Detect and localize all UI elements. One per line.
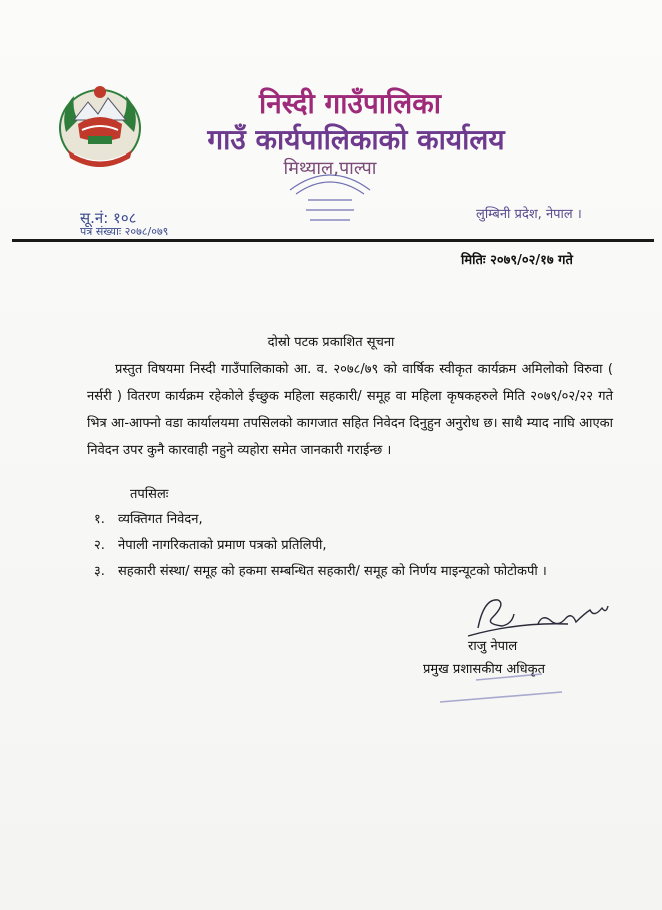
office-stamp bbox=[280, 160, 380, 228]
notice-title: दोस्रो पटक प्रकाशित सूचना bbox=[267, 335, 395, 350]
notice-body-text: प्रस्तुत विषयमा निस्दी गाउँपालिकाको आ. व. २०७८/७९ को वार्षिक स्वीकृत कार्यक्रम अमिलोको विरुवा ( नर्सरी ) वितरण कार्यक्रम रहेकोले ईच्छुक महिला सहकारी/ समूह वा महिला कृषकहरुले मिति २०७९/०२/२२ गते भित्र आ-आफ्नो वडा कार्यालयमा तपसिलको कागजात सहित निवेदन दिनुहुन अनुरोध छ। साथै म्याद नाघि आएका निवेदन उपर कुनै कारवाही नहुने व्यहोरा समेत जानकारी गराईन्छ । bbox=[87, 362, 613, 458]
list-item: २. नेपाली नागरिकताको प्रमाण पत्रको प्रतिलिपी, bbox=[94, 538, 327, 553]
office-location: मिथ्याल,पाल्पा bbox=[283, 158, 377, 179]
office-name: गाउँ कार्यपालिकाको कार्यालय bbox=[207, 123, 505, 156]
org-name: निस्दी गाउँपालिका bbox=[258, 87, 442, 120]
letter-number: पत्र संख्याः २०७८/०७९ bbox=[80, 225, 169, 238]
requirements-list bbox=[94, 507, 547, 585]
header-divider bbox=[12, 239, 654, 242]
notice-date: मितिः २०७९/०२/१७ गते bbox=[461, 253, 573, 268]
signatory-name: राजु नेपाल bbox=[468, 639, 518, 654]
list-item: ३. सहकारी संस्था/ समूह को हकमा सम्बन्धित सहकारी/ समूह को निर्णय माइन्यूटको फोटोकपी । bbox=[94, 564, 547, 579]
list-heading: तपसिलः bbox=[130, 487, 169, 502]
signatory-stamp bbox=[432, 664, 572, 712]
office-address: लुम्बिनी प्रदेश, नेपाल । bbox=[476, 207, 582, 222]
list-item: १. व्यक्तिगत निवेदन, bbox=[94, 512, 203, 527]
reference-number: सू.नं: १०८ bbox=[80, 209, 137, 227]
government-emblem-icon bbox=[52, 80, 148, 172]
notice-body bbox=[87, 356, 613, 464]
signatory-designation: प्रमुख प्रशासकीय अधिकृत bbox=[423, 662, 546, 677]
